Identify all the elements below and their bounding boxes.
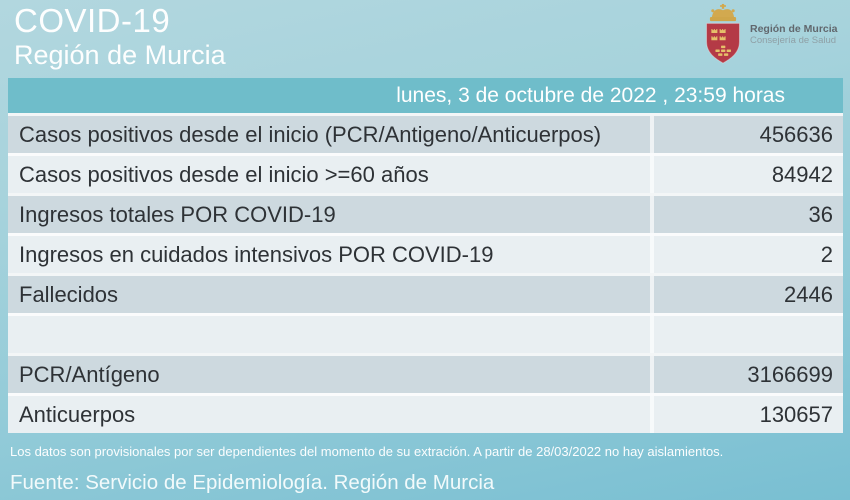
logo-org: Región de Murcia xyxy=(750,22,838,35)
table-row xyxy=(8,393,843,433)
row-label xyxy=(8,316,650,353)
table-row xyxy=(8,353,843,393)
logo-dept: Consejería de Salud xyxy=(750,34,837,46)
table-row xyxy=(8,233,843,273)
table-row xyxy=(8,273,843,313)
row-value: 84942 xyxy=(650,156,843,193)
row-value: 130657 xyxy=(650,396,843,433)
logo xyxy=(703,3,846,65)
row-value: 36 xyxy=(650,196,843,233)
page-title: COVID-19 xyxy=(14,2,171,39)
footer-source: Fuente: Servicio de Epidemiología. Región de Murcia xyxy=(10,471,495,494)
table-date-header: lunes, 3 de octubre de 2022 , 23:59 horas xyxy=(8,78,843,113)
footer-note: Los datos son provisionales por ser dependientes del momento de su extración. A partir de 28/03/2022 no hay aislamientos. xyxy=(10,444,724,459)
murcia-coat-of-arms-icon xyxy=(703,3,743,65)
row-label: Ingresos en cuidados intensivos POR COVID-19 xyxy=(19,242,494,267)
table-row xyxy=(8,153,843,193)
row-value: 3166699 xyxy=(650,356,843,393)
title-block xyxy=(14,2,226,71)
table-row-empty xyxy=(8,313,843,353)
table-row xyxy=(8,113,843,153)
row-label: Casos positivos desde el inicio (PCR/Antigeno/Anticuerpos) xyxy=(19,122,602,147)
page-subtitle: Región de Murcia xyxy=(14,40,226,70)
row-label: PCR/Antígeno xyxy=(19,362,160,387)
row-value xyxy=(650,316,843,353)
row-label: Casos positivos desde el inicio >=60 años xyxy=(19,162,429,187)
row-label: Ingresos totales POR COVID-19 xyxy=(19,202,336,227)
table-row xyxy=(8,193,843,233)
row-value: 2446 xyxy=(650,276,843,313)
row-value: 456636 xyxy=(650,116,843,153)
covid-table xyxy=(8,78,843,433)
row-value: 2 xyxy=(650,236,843,273)
logo-text xyxy=(750,23,846,46)
row-label: Fallecidos xyxy=(19,282,119,307)
row-label: Anticuerpos xyxy=(19,402,136,427)
